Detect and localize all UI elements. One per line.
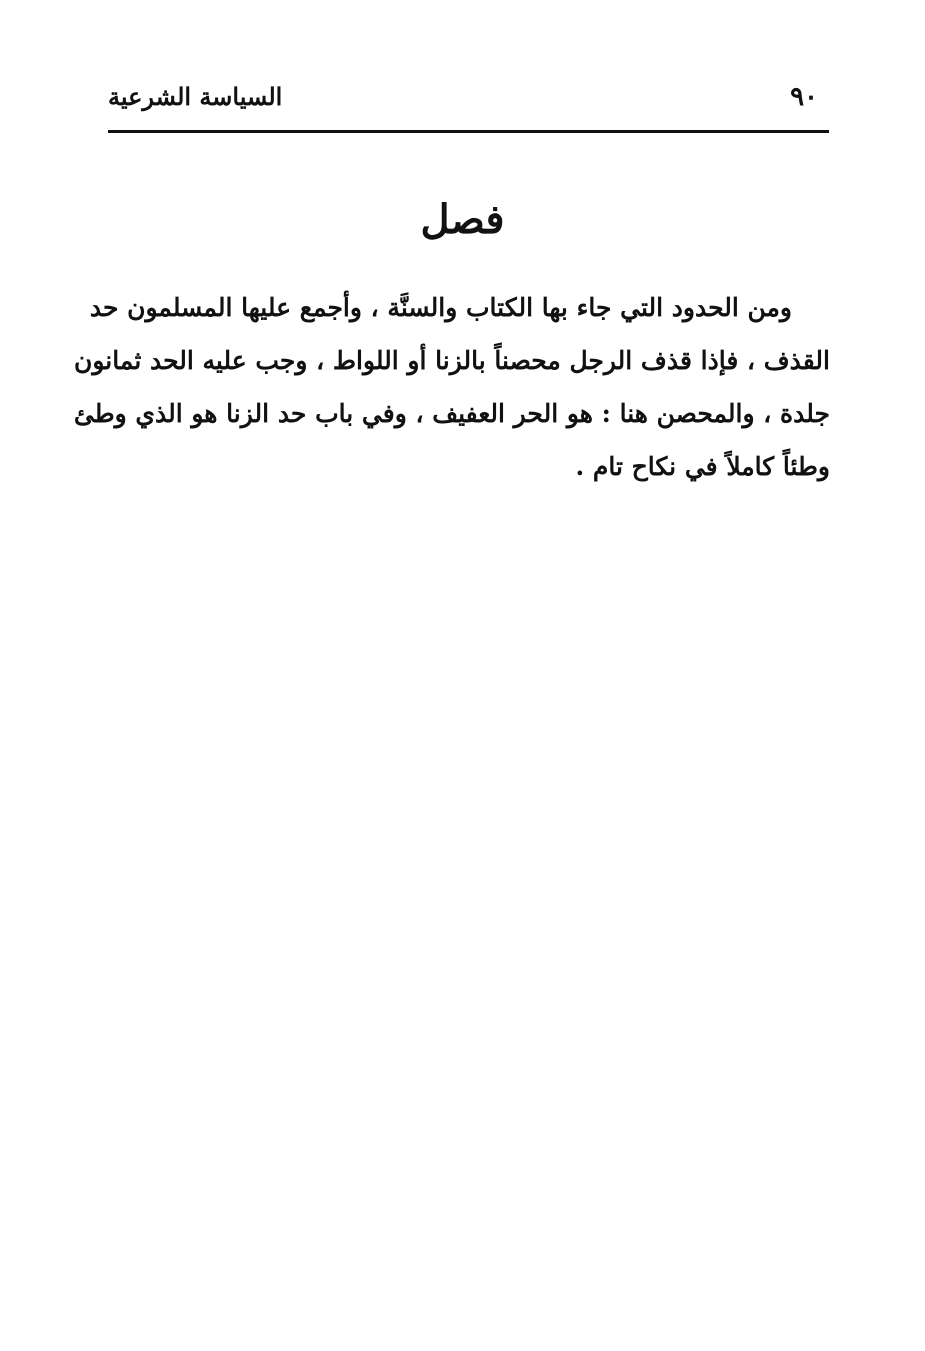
book-title: السياسة الشرعية (108, 82, 283, 111)
header-divider (108, 130, 829, 133)
paragraph-line: جلدة ، والمحصن هنا : هو الحر العفيف ، وفي باب حد الزنا هو الذي وطئ (73, 399, 830, 428)
paragraph-line: القذف ، فإذا قذف الرجل محصناً بالزنا أو اللواط ، وجب عليه الحد ثمانون (74, 346, 830, 375)
running-header (108, 78, 824, 122)
page-number: ٩٠ (790, 82, 818, 112)
section-heading: فصل (420, 196, 505, 243)
paragraph-line: ومن الحدود التي جاء بها الكتاب والسنَّة ، وأجمع عليها المسلمون حد (89, 293, 792, 322)
paragraph-line: وطئاً كاملاً في نكاح تام . (575, 452, 830, 481)
body-paragraph (73, 281, 830, 493)
